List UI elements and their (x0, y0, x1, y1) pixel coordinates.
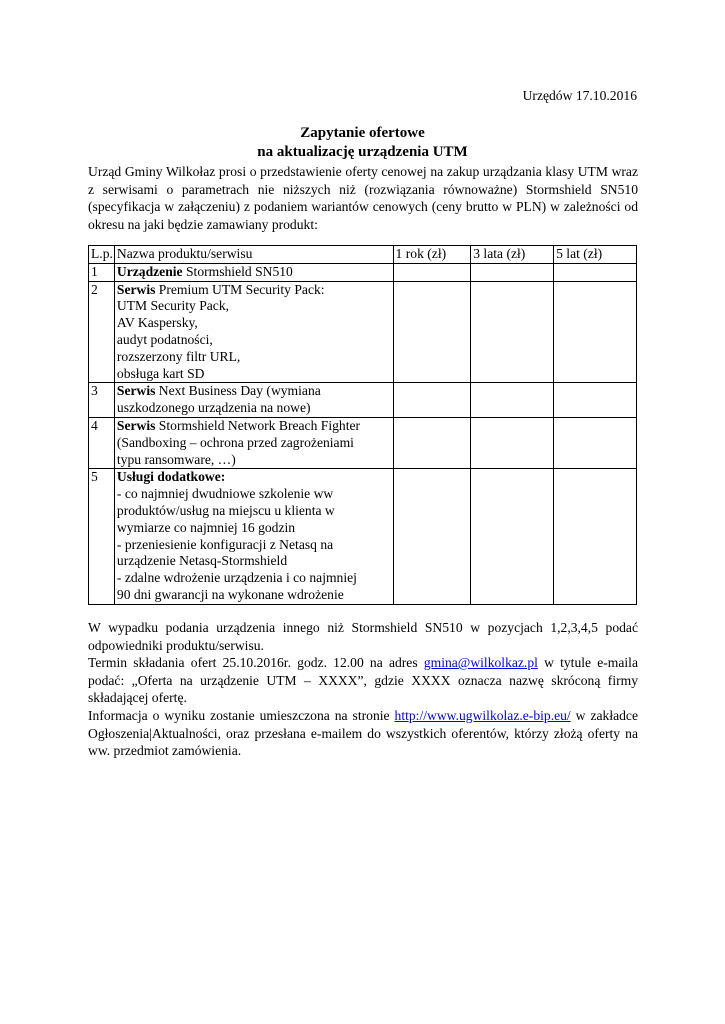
product-detail-line: wymiarze co najmniej 16 godzin (116, 519, 296, 535)
product-title-line (117, 264, 391, 281)
product-title-line (117, 383, 391, 400)
price-3-years-cell (471, 281, 554, 383)
price-1-year-cell (393, 469, 471, 604)
product-name-cell (114, 281, 393, 383)
product-title: Premium UTM Security Pack: (155, 281, 325, 297)
product-name-cell (114, 383, 393, 418)
table-row (89, 281, 637, 383)
price-1-year-cell (393, 417, 471, 468)
price-5-years-cell (554, 263, 637, 281)
price-3-years-cell (471, 383, 554, 418)
row-number: 2 (89, 281, 115, 383)
footer-paragraph-1: W wypadku podania urządzenia innego niż Stormshield SN510 w pozycjach 1,2,3,4,5 podać odpowiedniki produktu/serwisu. (88, 620, 638, 653)
product-title: Stormshield Network Breach Fighter (155, 417, 361, 433)
row-number: 5 (89, 469, 115, 604)
product-detail-line: - przeniesienie konfiguracji z Netasq na (116, 536, 334, 552)
product-detail-line: rozszerzony filtr URL, (116, 348, 241, 364)
product-category: Serwis (116, 281, 156, 297)
table-row (89, 383, 637, 418)
product-category: Serwis (116, 383, 156, 399)
footer-paragraph-3 (88, 707, 638, 760)
product-name-cell (114, 417, 393, 468)
product-detail-line: AV Kaspersky, (116, 315, 198, 331)
price-5-years-cell (554, 383, 637, 418)
price-1-year-cell (393, 281, 471, 383)
product-detail-line: 90 dni gwarancji na wykonane wdrożenie (116, 586, 344, 602)
price-5-years-cell (554, 417, 637, 468)
deadline-text: Termin składania ofert 25.10.2016r. godz. 12.00 na adres (88, 655, 424, 671)
product-name-cell (114, 263, 393, 281)
product-title-line (117, 282, 391, 299)
table-header-row (89, 246, 637, 264)
header-name: Nazwa produktu/serwisu (114, 246, 393, 264)
header-lp: L.p. (89, 246, 115, 264)
footer-paragraph-2 (88, 654, 638, 707)
title-line-1: Zapytanie ofertowe (300, 125, 425, 141)
document-title (0, 124, 725, 162)
product-detail-line: UTM Security Pack, (116, 298, 230, 314)
product-detail-line: - zdalne wdrożenie urządzenia i co najmniej (116, 570, 357, 586)
header-1-year: 1 rok (zł) (393, 246, 471, 264)
result-info-tail: w zakładce Ogłoszenia|Aktualności, oraz przesłana e-mailem do wszystkich oferentów, którzy złożą oferty na ww. przedmiot zamówienia. (88, 707, 639, 759)
footer-text (88, 619, 638, 760)
product-title: Next Business Day (wymiana (155, 383, 321, 399)
offer-table (88, 245, 637, 605)
product-category: Serwis (116, 417, 156, 433)
table-row (89, 263, 637, 281)
product-title-line (117, 469, 391, 486)
email-subject-text: w tytule e-maila podać: „Oferta na urządzenie UTM – XXXX”, gdzie XXXX oznacza nazwę skróconą firmy składającej ofertę. (88, 655, 638, 706)
product-detail-line: produktów/usług na miejscu u klienta w (116, 502, 335, 518)
product-detail-line: uszkodzonego urządzenia na nowe) (116, 400, 311, 416)
product-detail-line: audyt podatności, (116, 331, 213, 347)
header-3-years: 3 lata (zł) (471, 246, 554, 264)
email-link[interactable]: gmina@wilkolkaz.pl (423, 655, 538, 671)
price-5-years-cell (554, 469, 637, 604)
table-row (89, 417, 637, 468)
date-line: Urzędów 17.10.2016 (522, 88, 637, 103)
website-link[interactable]: http://www.ugwilkolaz.e-bip.eu/ (394, 707, 571, 723)
product-title-line (117, 418, 391, 435)
price-3-years-cell (471, 417, 554, 468)
price-3-years-cell (471, 469, 554, 604)
product-detail-line: (Sandboxing – ochrona przed zagrożeniami (116, 434, 354, 450)
product-name-cell (114, 469, 393, 604)
product-detail-line: urządzenie Netasq-Stormshield (116, 553, 288, 569)
product-title: Stormshield SN510 (182, 263, 293, 279)
product-detail-line: typu ransomware, …) (116, 451, 236, 467)
table-row (89, 469, 637, 604)
intro-paragraph: Urząd Gminy Wilkołaz prosi o przedstawienie oferty cenowej na zakup urządzania klasy UTM wraz z serwisami o parametrach nie niższych niż (rozwiązania równoważne) Stormshield SN510 (specyfikacja w załączeniu) z podaniem wariantów cenowych (ceny brutto w PLN) w zależności od okresu na jaki będzie zamawiany produkt: (88, 164, 638, 232)
product-category: Urządzenie (116, 263, 183, 279)
price-5-years-cell (554, 281, 637, 383)
product-detail-line: obsługa kart SD (116, 365, 205, 381)
row-number: 4 (89, 417, 115, 468)
title-line-2: na aktualizację urządzenia UTM (257, 144, 468, 160)
row-number: 3 (89, 383, 115, 418)
price-1-year-cell (393, 263, 471, 281)
price-1-year-cell (393, 383, 471, 418)
product-category: Usługi dodatkowe: (116, 469, 226, 485)
result-info-text: Informacja o wyniku zostanie umieszczona na stronie (88, 707, 395, 723)
product-detail-line: - co najmniej dwudniowe szkolenie ww (116, 486, 334, 502)
header-5-years: 5 lat (zł) (554, 246, 637, 264)
price-3-years-cell (471, 263, 554, 281)
row-number: 1 (89, 263, 115, 281)
